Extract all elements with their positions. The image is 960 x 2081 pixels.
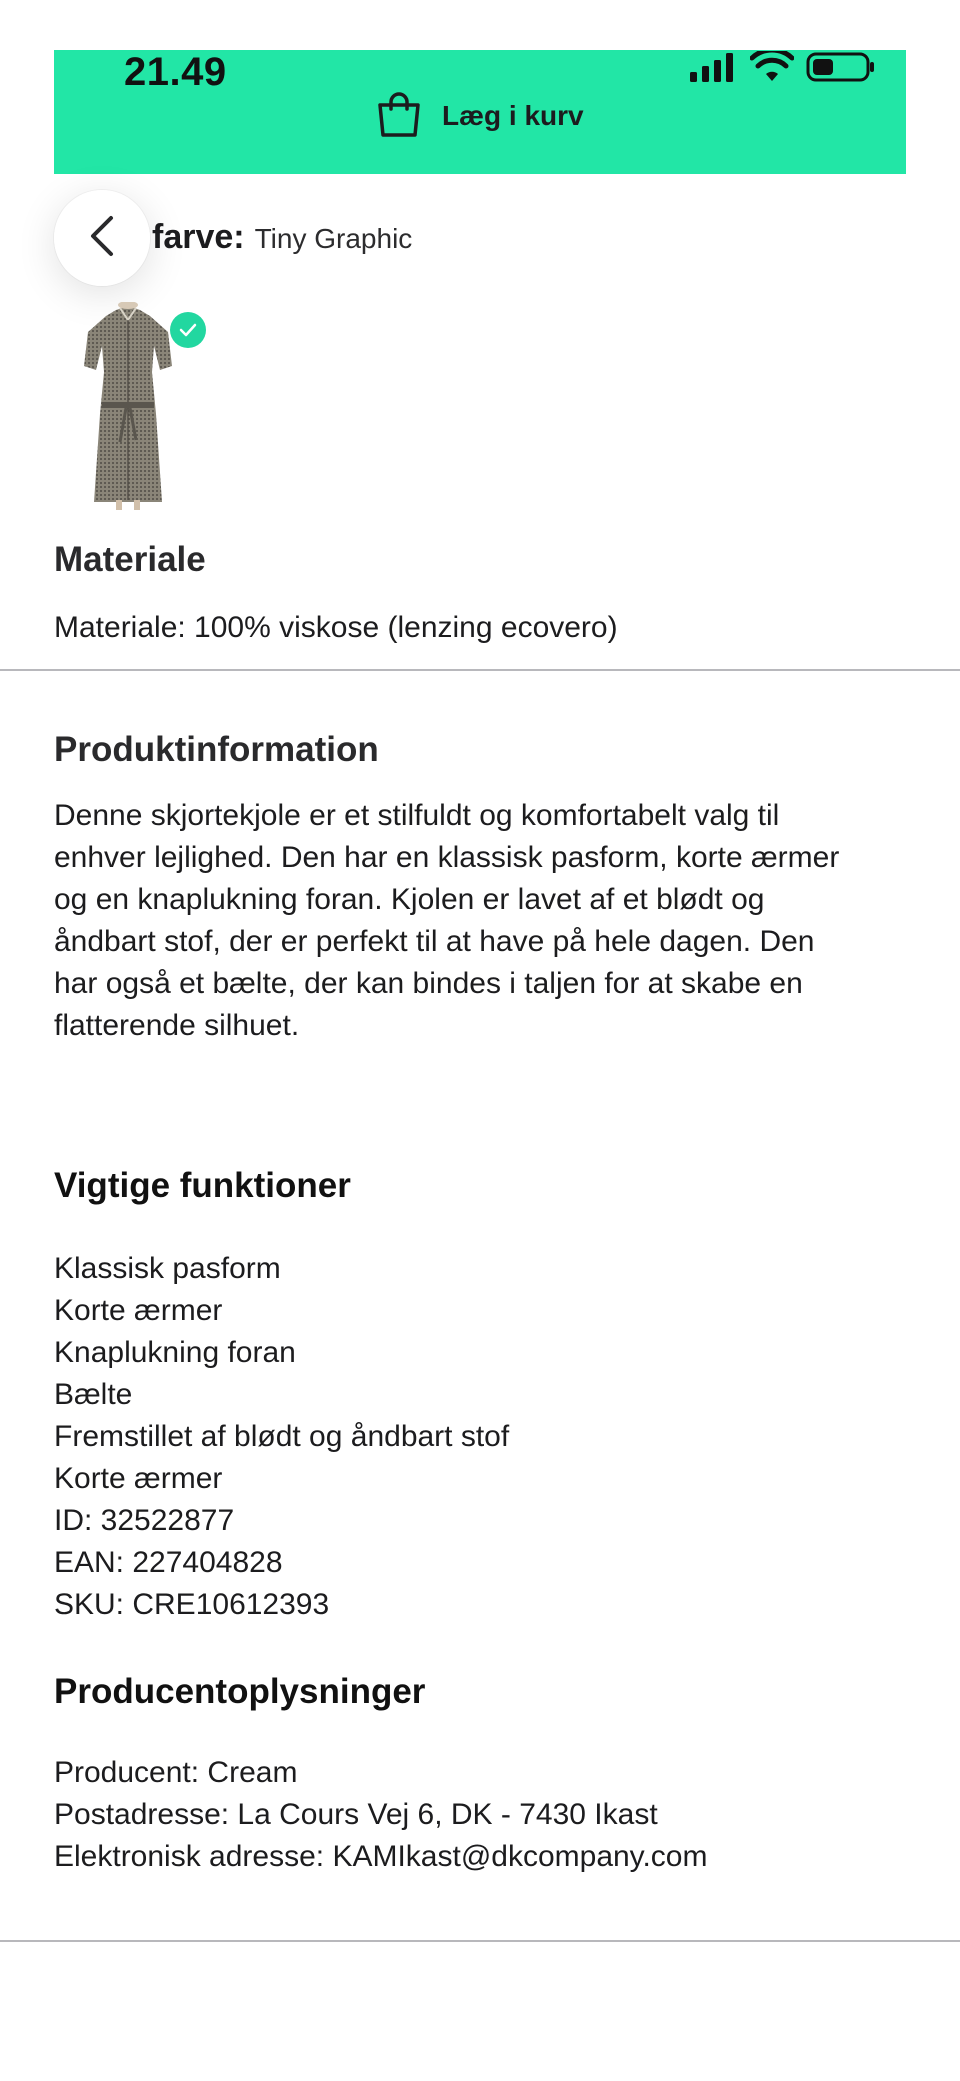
list-item: ID: 32522877 [54,1504,235,1537]
features-heading: Vigtige funktioner [54,1166,351,1205]
color-value: Tiny Graphic [254,223,413,254]
product-info-line: enhver lejlighed. Den har en klassisk pasform, korte ærmer [54,841,840,874]
list-item: Postadresse: La Cours Vej 6, DK - 7430 Ikast [54,1798,658,1831]
list-item: Elektronisk adresse: KAMIkast@dkcompany.com [54,1840,708,1873]
color-selector [152,218,412,257]
shopping-bag-icon [374,89,424,144]
list-item: Fremstillet af blødt og åndbart stof [54,1420,510,1453]
color-swatch-thumbnail[interactable] [80,302,176,512]
list-item: Knaplukning foran [54,1336,296,1369]
manufacturer-heading: Producentoplysninger [54,1672,426,1711]
back-button[interactable] [54,190,150,286]
add-to-cart-button[interactable] [374,88,584,144]
wifi-icon [750,51,794,88]
features-list [54,1248,509,1626]
section-divider [0,669,960,671]
signal-icon [688,52,738,87]
list-item: Korte ærmer [54,1462,223,1495]
list-item: Bælte [54,1378,133,1411]
product-info-text [54,795,904,1047]
material-heading: Materiale [54,540,206,579]
battery-icon [806,51,876,88]
material-text: Materiale: 100% viskose (lenzing ecovero) [54,611,618,644]
product-info-line: åndbart stof, der er perfekt til at have på hele dagen. Den [54,925,815,958]
manufacturer-list [54,1752,707,1878]
list-item: Korte ærmer [54,1294,223,1327]
list-item: EAN: 227404828 [54,1546,283,1579]
color-label: farve: [152,218,245,256]
status-icons [688,52,876,86]
product-info-line: Denne skjortekjole er et stilfuldt og komfortabelt valg til [54,799,780,832]
status-time: 21.49 [124,50,227,94]
selected-check-icon [170,312,206,348]
product-info-heading: Produktinformation [54,730,379,769]
list-item: Producent: Cream [54,1756,298,1789]
add-to-cart-label: Læg i kurv [442,100,584,131]
list-item: Klassisk pasform [54,1252,281,1285]
chevron-left-icon [87,214,117,263]
list-item: SKU: CRE10612393 [54,1588,330,1621]
dress-image [80,302,176,512]
section-divider [0,1940,960,1942]
product-info-line: har også et bælte, der kan bindes i taljen for at skabe en [54,967,803,1000]
add-to-cart-bar [54,50,906,174]
product-info-line: og en knaplukning foran. Kjolen er lavet af et blødt og [54,883,765,916]
product-info-line: flatterende silhuet. [54,1009,300,1042]
